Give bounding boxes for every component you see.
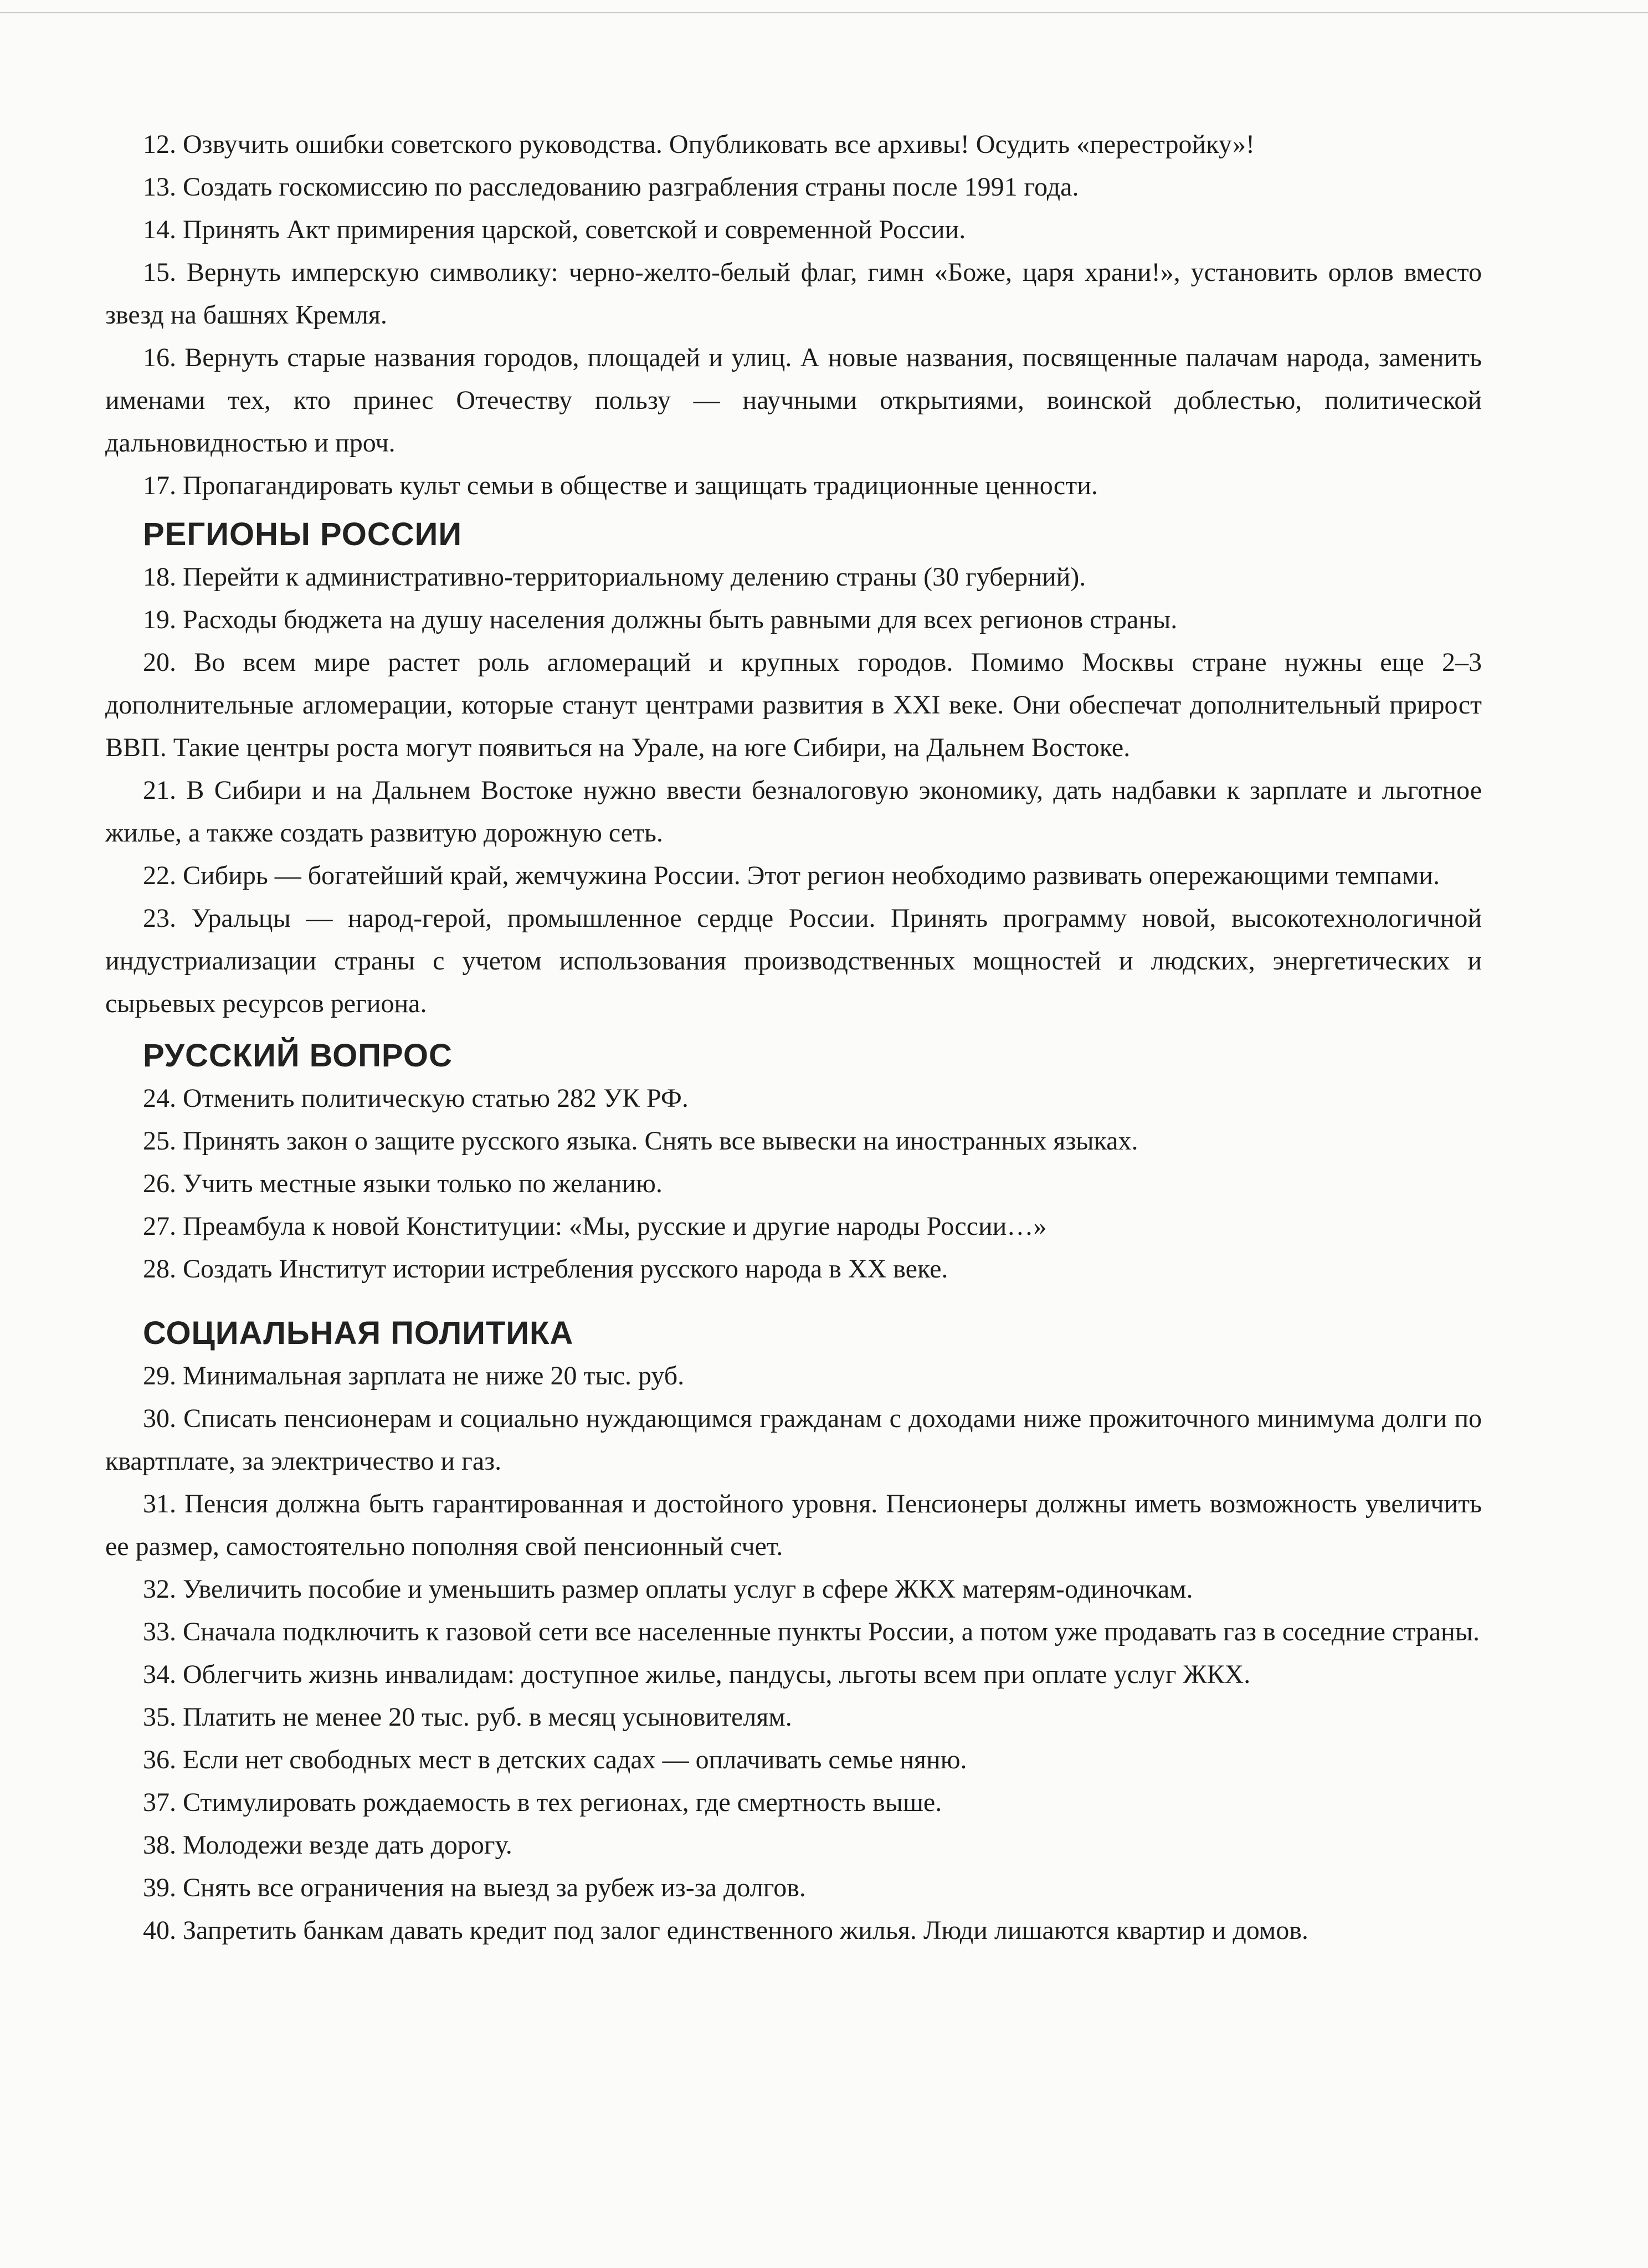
- list-item: 18. Перейти к административно-территориальному делению страны (30 губерний).: [143, 562, 1086, 592]
- list-item: 30. Списать пенсионерам и социально нуждающимся гражданам с доходами ниже прожиточного минимума долги по квартплате, за электричество и газ.: [105, 1404, 1482, 1476]
- section-heading-russian-question: РУССКИЙ ВОПРОС: [143, 1038, 453, 1074]
- list-item: 16. Вернуть старые названия городов, площадей и улиц. А новые названия, посвященные палачам народа, заменить именами тех, кто принес Отечеству пользу — научными открытиями, воинской доблестью, политической дальновидностью и проч.: [105, 343, 1482, 458]
- list-item: 14. Принять Акт примирения царской, советской и современной России.: [143, 215, 966, 244]
- list-item: 12. Озвучить ошибки советского руководства. Опубликовать все архивы! Осудить «перестройку»!: [143, 130, 1255, 159]
- list-item: 20. Во всем мире растет роль агломераций и крупных городов. Помимо Москвы стране нужны еще 2–3 дополнительные агломерации, которые станут центрами развития в XXI веке. Они обеспечат дополнительный прирост ВВП. Такие центры роста могут появиться на Урале, на юге Сибири, на Дальнем Востоке.: [105, 648, 1482, 762]
- list-item: 24. Отменить политическую статью 282 УК РФ.: [143, 1084, 689, 1113]
- document-body: [105, 123, 1482, 1952]
- regions-list: [105, 556, 1482, 1025]
- list-item: 32. Увеличить пособие и уменьшить размер оплаты услуг в сфере ЖКХ матерям-одиночкам.: [143, 1574, 1193, 1604]
- list-item: 29. Минимальная зарплата не ниже 20 тыс. руб.: [143, 1361, 685, 1390]
- list-item: 34. Облегчить жизнь инвалидам: доступное жилье, пандусы, льготы всем при оплате услуг ЖКХ.: [143, 1660, 1251, 1689]
- list-item: 22. Сибирь — богатейший край, жемчужина России. Этот регион необходимо развивать опережающими темпами.: [143, 861, 1440, 890]
- list-item: 13. Создать госкомиссию по расследованию разграбления страны после 1991 года.: [143, 172, 1079, 202]
- list-item: 31. Пенсия должна быть гарантированная и достойного уровня. Пенсионеры должны иметь возможность увеличить ее размер, самостоятельно пополняя свой пенсионный счет.: [105, 1489, 1482, 1561]
- page-edge-line: [0, 12, 1648, 13]
- list-item: 26. Учить местные языки только по желанию.: [143, 1169, 663, 1198]
- list-item: 37. Стимулировать рождаемость в тех регионах, где смертность выше.: [143, 1788, 942, 1817]
- list-item: 19. Расходы бюджета на душу населения должны быть равными для всех регионов страны.: [143, 605, 1178, 634]
- list-item: 17. Пропагандировать культ семьи в обществе и защищать традиционные ценности.: [143, 471, 1098, 500]
- list-item: 33. Сначала подключить к газовой сети все населенные пункты России, а потом уже продавать газ в соседние страны.: [143, 1617, 1480, 1646]
- section-heading-regions: РЕГИОНЫ РОССИИ: [143, 516, 463, 552]
- list-item: 21. В Сибири и на Дальнем Востоке нужно ввести безналоговую экономику, дать надбавки к зарплате и льготное жилье, а также создать развитую дорожную сеть.: [105, 776, 1482, 848]
- list-item: 23. Уральцы — народ-герой, промышленное сердце России. Принять программу новой, высокотехнологичной индустриализации страны с учетом использования производственных мощностей и людских, энергетических и сырьевых ресурсов региона.: [105, 904, 1482, 1018]
- list-item: 38. Молодежи везде дать дорогу.: [143, 1830, 512, 1860]
- section-heading-social-policy: СОЦИАЛЬНАЯ ПОЛИТИКА: [143, 1315, 574, 1351]
- list-item: 28. Создать Институт истории истребления русского народа в XX веке.: [143, 1254, 948, 1284]
- list-item: 39. Снять все ограничения на выезд за рубеж из-за долгов.: [143, 1873, 806, 1902]
- social-policy-list: [105, 1354, 1482, 1952]
- list-item: 25. Принять закон о защите русского языка. Снять все вывески на иностранных языках.: [143, 1126, 1138, 1156]
- list-item: 36. Если нет свободных мест в детских садах — оплачивать семье няню.: [143, 1745, 967, 1774]
- russian-question-list: [105, 1077, 1482, 1290]
- ideology-list: [105, 123, 1482, 507]
- list-item: 40. Запретить банкам давать кредит под залог единственного жилья. Люди лишаются квартир и домов.: [143, 1916, 1308, 1945]
- list-item: 27. Преамбула к новой Конституции: «Мы, русские и другие народы России…»: [143, 1212, 1047, 1241]
- list-item: 35. Платить не менее 20 тыс. руб. в месяц усыновителям.: [143, 1702, 792, 1732]
- list-item: 15. Вернуть имперскую символику: черно-желто-белый флаг, гимн «Боже, царя храни!», установить орлов вместо звезд на башнях Кремля.: [105, 258, 1482, 330]
